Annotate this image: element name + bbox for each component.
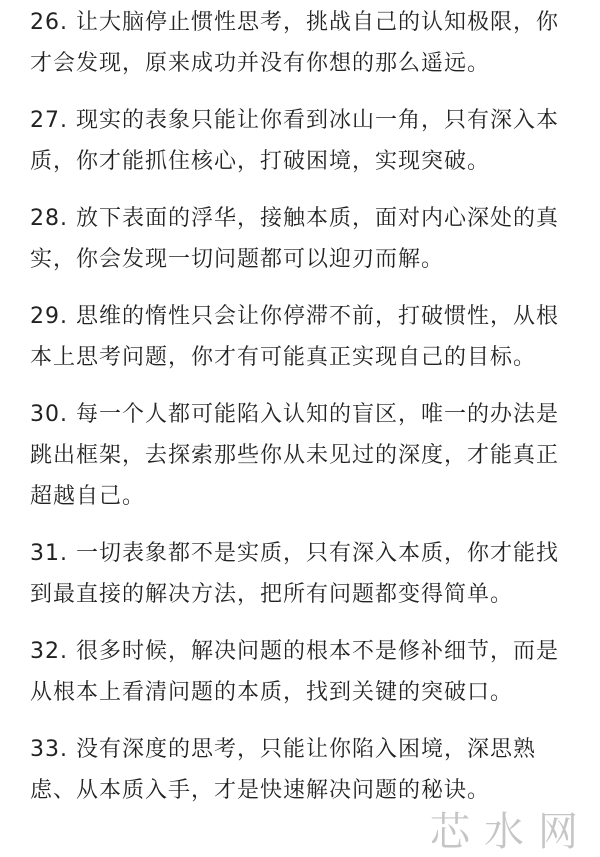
paragraph-29: 29. 思维的惰性只会让你停滞不前，打破惯性，从根本上思考问题，你才有可能真正实现自己的目标。: [30, 304, 559, 370]
paragraph-31: 31. 一切表象都不是实质，只有深入本质，你才能找到最直接的解决方法，把所有问题都变得简单。: [30, 541, 559, 607]
paragraph-32: 32. 很多时候，解决问题的根本不是修补细节，而是从根本上看清问题的本质，找到关键的突破口。: [30, 639, 559, 705]
paragraph-30: 30. 每一个人都可能陷入认知的盲区，唯一的办法是跳出框架，去探索那些你从未见过的深度，才能真正超越自己。: [30, 402, 560, 509]
paragraph-26: 26. 让大脑停止惯性思考，挑战自己的认知极限，你才会发现，原来成功并没有你想的那么遥远。: [30, 10, 559, 76]
watermark: 芯水网: [430, 809, 592, 855]
paragraph-27: 27. 现实的表象只能让你看到冰山一角，只有深入本质，你才能抓住核心，打破困境，实现突破。: [30, 108, 559, 174]
paragraph-28: 28. 放下表面的浮华，接触本质，面对内心深处的真实，你会发现一切问题都可以迎刃而解。: [30, 206, 559, 272]
paragraph-33: 33. 没有深度的思考，只能让你陷入困境，深思熟虑、从本质入手，才是快速解决问题的秘诀。: [30, 737, 536, 803]
